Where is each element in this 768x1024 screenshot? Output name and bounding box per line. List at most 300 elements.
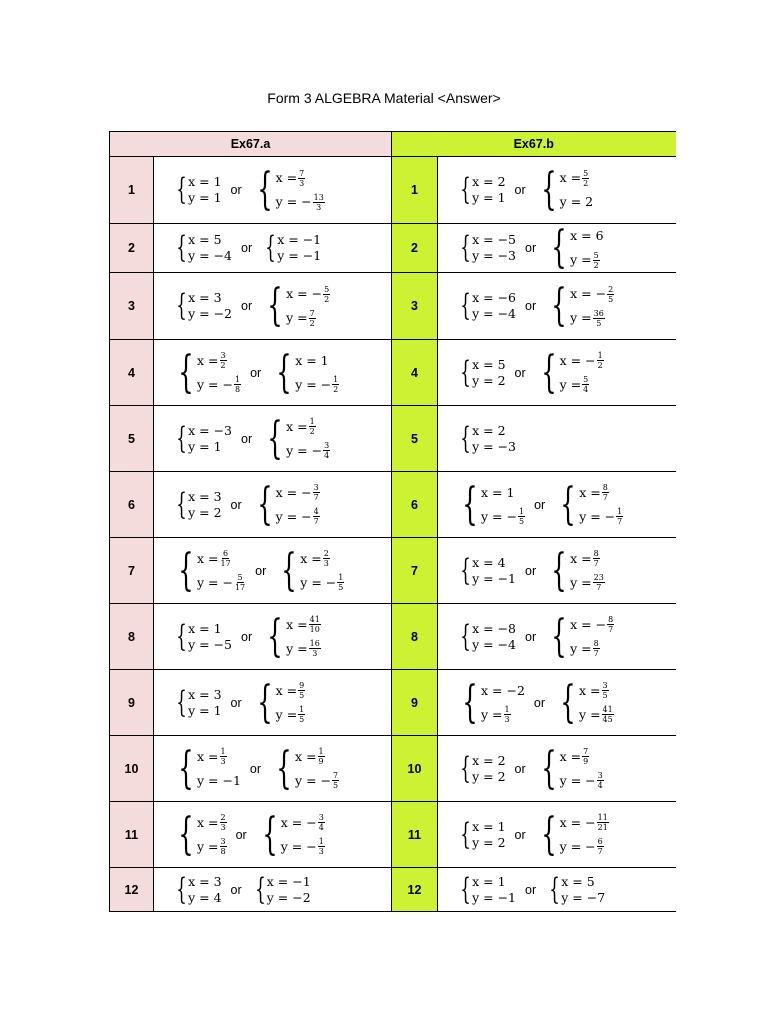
- equation-system: [270, 346, 339, 398]
- fraction: [597, 813, 609, 832]
- answer: [438, 478, 676, 530]
- fraction: [593, 549, 600, 568]
- numerator: 36: [593, 308, 604, 318]
- equation-text: x = −1: [266, 873, 311, 889]
- equation: [472, 357, 505, 373]
- equation: [188, 687, 221, 703]
- equation-system: [456, 618, 517, 654]
- left-brace: {: [551, 544, 567, 596]
- equation-system: [535, 808, 609, 860]
- equation: [579, 703, 614, 727]
- equation-text: y = −3: [472, 248, 517, 263]
- left-brace: {: [176, 486, 187, 522]
- equation: [570, 306, 614, 330]
- answer-cell-b: [438, 604, 676, 670]
- equation: [570, 613, 614, 637]
- equation: [570, 224, 603, 248]
- denominator: 3: [318, 847, 324, 856]
- numerator: 1: [333, 375, 339, 384]
- numerator: 5: [583, 375, 589, 384]
- equation: [286, 282, 330, 306]
- answer: [154, 808, 391, 860]
- equations: [295, 349, 339, 397]
- denominator: 2: [597, 361, 603, 370]
- equation-text: x = −: [280, 814, 317, 830]
- equation: [481, 679, 525, 703]
- equation: [276, 703, 306, 727]
- equation-system: [456, 478, 525, 530]
- numerator: 5: [237, 573, 243, 582]
- left-brace: {: [176, 420, 187, 456]
- equation-text: x = 2: [472, 174, 506, 189]
- equation-system: [275, 544, 344, 596]
- equation-text: y =: [481, 706, 503, 722]
- or-connector: or: [241, 241, 253, 255]
- numerator: 1: [309, 417, 315, 426]
- equation-system: [261, 282, 330, 330]
- equation: [560, 190, 593, 214]
- left-brace: {: [549, 871, 560, 907]
- equation: [188, 621, 232, 637]
- equation: [560, 745, 604, 769]
- row-number-a: 6: [110, 472, 154, 538]
- answer: [154, 742, 391, 794]
- left-brace: {: [460, 354, 471, 390]
- denominator: 7: [593, 649, 599, 658]
- equation-text: x = −: [570, 286, 607, 301]
- fraction: [323, 549, 330, 568]
- answer-cell-b: [438, 157, 676, 224]
- left-brace: {: [176, 288, 187, 323]
- equation: [300, 571, 344, 595]
- fraction: [220, 351, 227, 370]
- numerator: 2: [220, 813, 226, 822]
- left-brace: {: [176, 684, 187, 720]
- fraction: [602, 705, 614, 724]
- left-brace: {: [267, 412, 283, 464]
- equation: [188, 874, 221, 890]
- left-brace: {: [176, 871, 187, 907]
- equation-text: x = 3: [188, 488, 222, 504]
- or-connector: or: [255, 563, 267, 578]
- equations: [481, 481, 525, 529]
- answer: [154, 871, 391, 907]
- equation: [472, 306, 516, 322]
- denominator: 5: [333, 781, 339, 790]
- equation: [570, 282, 614, 306]
- equations: [472, 290, 516, 322]
- answer: [438, 871, 676, 907]
- numerator: 7: [299, 168, 305, 178]
- equation-text: x = 5: [472, 356, 506, 372]
- header-ex67b: Ex67.b: [392, 132, 676, 157]
- fraction: [593, 639, 600, 658]
- numerator: 3: [597, 771, 603, 780]
- denominator: 2: [333, 385, 339, 394]
- numerator: 8: [608, 615, 614, 624]
- row-number-b: 5: [392, 406, 438, 472]
- left-brace: {: [176, 618, 187, 654]
- fraction: [313, 483, 320, 502]
- left-brace: {: [540, 346, 557, 398]
- equation: [188, 703, 221, 719]
- equation-text: x =: [579, 682, 601, 698]
- equation: [560, 166, 593, 190]
- equations: [560, 349, 604, 397]
- denominator: 3: [220, 757, 226, 766]
- answer: [438, 224, 676, 272]
- left-brace: {: [176, 172, 187, 207]
- equation-system: [456, 816, 506, 852]
- answer-cell-b: [438, 802, 676, 868]
- table-row: [110, 340, 676, 406]
- denominator: 2: [309, 318, 315, 328]
- fraction: [318, 747, 325, 766]
- equation-text: y = 2: [559, 194, 594, 209]
- fraction: [309, 615, 321, 634]
- fraction: [582, 747, 589, 766]
- equation-system: [456, 676, 525, 728]
- fraction: [313, 193, 325, 212]
- row-number-a: 10: [110, 736, 154, 802]
- answer: [154, 282, 391, 330]
- equation-system: [172, 544, 246, 596]
- equation-text: y = 1: [188, 190, 222, 205]
- numerator: 3: [318, 813, 324, 822]
- answer-cell-b: [438, 406, 676, 472]
- equation: [197, 349, 241, 373]
- left-brace: {: [460, 230, 471, 265]
- left-brace: {: [560, 676, 576, 728]
- equation: [295, 349, 339, 373]
- equation-text: x = 4: [472, 554, 506, 570]
- answer-cell-a: [154, 472, 392, 538]
- equation-text: y = −: [481, 508, 517, 524]
- equations: [570, 547, 605, 595]
- equation-text: y = −1: [277, 248, 322, 263]
- equations: [197, 745, 241, 793]
- equation-system: [172, 684, 222, 720]
- equations: [295, 745, 339, 793]
- equation-text: y =: [286, 310, 308, 325]
- equation-text: x = 1: [295, 352, 329, 368]
- equation: [281, 835, 325, 859]
- left-brace: {: [462, 478, 478, 530]
- left-brace: {: [460, 172, 471, 207]
- numerator: 5: [324, 284, 330, 294]
- answer: [438, 282, 676, 330]
- equation-text: x = −: [559, 814, 596, 830]
- equation-system: [261, 412, 330, 464]
- equation-text: x = −2: [481, 682, 525, 698]
- equation: [267, 890, 311, 906]
- numerator: 5: [593, 250, 599, 260]
- row-number-a: 9: [110, 670, 154, 736]
- header-ex67a: Ex67.a: [110, 132, 392, 157]
- denominator: 45: [602, 715, 613, 724]
- denominator: 9: [583, 757, 589, 766]
- equation-system: [172, 618, 233, 654]
- equation: [579, 505, 623, 529]
- equation-text: x =: [286, 418, 308, 434]
- equation-text: y =: [570, 252, 592, 267]
- equation-text: y =: [570, 310, 592, 325]
- or-connector: or: [514, 365, 526, 380]
- answer: [154, 544, 391, 596]
- equations: [276, 166, 325, 214]
- equations: [188, 423, 232, 455]
- left-brace: {: [540, 164, 557, 215]
- or-connector: or: [525, 241, 537, 255]
- equations: [579, 481, 623, 529]
- equation-system: [251, 478, 320, 530]
- row-number-b: 2: [392, 224, 438, 273]
- denominator: 7: [593, 559, 599, 568]
- equation-text: x =: [559, 170, 582, 185]
- fraction: [323, 285, 330, 304]
- equations: [188, 687, 221, 719]
- equation: [197, 745, 241, 769]
- answer-cell-a: [154, 736, 392, 802]
- equation-system: [456, 174, 506, 206]
- numerator: 7: [333, 771, 339, 780]
- left-brace: {: [276, 346, 292, 398]
- fraction: [597, 351, 604, 370]
- left-brace: {: [178, 808, 194, 860]
- equation: [472, 571, 516, 587]
- equation-text: x = 3: [188, 873, 222, 889]
- equation-text: y = −4: [472, 306, 517, 321]
- equation-system: [172, 808, 227, 860]
- or-connector: or: [241, 431, 253, 446]
- fraction: [593, 309, 605, 328]
- denominator: 9: [318, 757, 324, 766]
- denominator: 2: [309, 427, 315, 436]
- equation-text: y = −7: [561, 889, 606, 905]
- equation-text: y = −: [295, 376, 332, 392]
- equation-system: [172, 420, 232, 456]
- equation: [286, 439, 330, 463]
- denominator: 5: [602, 691, 608, 700]
- row-number-a: 12: [110, 868, 154, 912]
- answer-cell-b: [438, 670, 676, 736]
- numerator: 41: [602, 705, 613, 714]
- equations: [570, 282, 614, 330]
- equation: [188, 232, 232, 248]
- left-brace: {: [265, 230, 276, 265]
- equation: [472, 555, 516, 571]
- answer: [154, 166, 391, 214]
- denominator: 17: [220, 559, 231, 568]
- answer: [154, 346, 391, 398]
- numerator: 1: [504, 705, 510, 714]
- denominator: 5: [338, 583, 344, 592]
- row-number-b: 7: [392, 538, 438, 604]
- answer-cell-a: [154, 670, 392, 736]
- equation: [197, 373, 241, 397]
- equation-text: y = −5: [188, 636, 233, 652]
- equation-system: [456, 232, 516, 264]
- equation-text: x = 6: [570, 228, 604, 243]
- equation-text: y = −: [295, 772, 332, 788]
- equation-system: [535, 166, 593, 214]
- table-row: [110, 273, 676, 340]
- answer-cell-b: [438, 472, 676, 538]
- equation-text: y =: [579, 706, 601, 722]
- numerator: 3: [313, 483, 319, 492]
- equation-system: [270, 742, 339, 794]
- equation-text: x =: [275, 682, 298, 698]
- equation: [300, 547, 344, 571]
- equation: [570, 547, 605, 571]
- numerator: 5: [583, 168, 589, 178]
- denominator: 7: [602, 493, 608, 502]
- equation-text: y = −1: [472, 889, 517, 905]
- equation: [472, 232, 516, 248]
- left-brace: {: [551, 222, 567, 273]
- equation-system: [545, 610, 614, 662]
- equation-system: [172, 871, 222, 907]
- or-connector: or: [230, 183, 242, 197]
- equations: [267, 874, 311, 906]
- answer: [154, 232, 391, 264]
- answer-cell-a: [154, 802, 392, 868]
- numerator: 4: [313, 507, 319, 516]
- equation: [295, 769, 339, 793]
- equations: [188, 232, 232, 264]
- numerator: 1: [338, 573, 344, 582]
- denominator: 3: [299, 178, 305, 188]
- equations: [276, 481, 320, 529]
- answer-cell-a: [154, 273, 392, 340]
- left-brace: {: [178, 346, 194, 398]
- equations: [472, 423, 516, 455]
- left-brace: {: [262, 808, 278, 860]
- numerator: 7: [583, 747, 589, 756]
- equation: [472, 373, 505, 389]
- equation: [188, 489, 221, 505]
- equation-system: [251, 871, 311, 907]
- equations: [472, 819, 505, 851]
- or-connector: or: [249, 761, 262, 776]
- equation: [277, 232, 321, 248]
- equation-text: x = 1: [188, 620, 222, 636]
- equation: [197, 769, 241, 793]
- equation-text: x = −6: [472, 290, 516, 305]
- denominator: 17: [234, 583, 246, 592]
- fraction: [318, 837, 325, 856]
- equation-system: [535, 742, 604, 794]
- numerator: 3: [220, 351, 226, 360]
- or-connector: or: [241, 299, 253, 313]
- left-brace: {: [460, 618, 471, 654]
- equation-text: y =: [570, 640, 592, 656]
- equations: [188, 621, 232, 653]
- table-row: [110, 224, 676, 273]
- equation: [197, 571, 246, 595]
- left-brace: {: [560, 478, 576, 530]
- page-title: Form 3 ALGEBRA Material <Answer>: [267, 90, 501, 106]
- equation: [472, 769, 505, 785]
- left-brace: {: [267, 610, 283, 662]
- equations: [300, 547, 344, 595]
- equations: [560, 166, 593, 214]
- equation: [472, 874, 516, 890]
- denominator: 3: [312, 649, 318, 658]
- denominator: 3: [504, 715, 510, 724]
- equation-system: [554, 676, 614, 728]
- fraction: [234, 573, 246, 592]
- equation: [188, 890, 221, 906]
- denominator: 8: [220, 847, 226, 856]
- denominator: 4: [597, 781, 603, 790]
- equation: [472, 819, 505, 835]
- answer-cell-b: [438, 868, 676, 912]
- answer: [438, 808, 676, 860]
- or-connector: or: [525, 882, 537, 897]
- equation-system: [172, 486, 222, 522]
- denominator: 5: [518, 517, 525, 526]
- left-brace: {: [256, 478, 273, 530]
- equation: [472, 248, 516, 264]
- equations: [197, 349, 241, 397]
- answer: [154, 610, 391, 662]
- equation: [472, 174, 505, 190]
- numerator: 16: [309, 639, 320, 648]
- equation-system: [251, 676, 306, 728]
- equation: [277, 248, 321, 264]
- equation: [276, 481, 320, 505]
- equation: [570, 637, 614, 661]
- equation: [472, 637, 516, 653]
- denominator: 2: [324, 294, 330, 304]
- equation-text: x = −: [286, 286, 323, 301]
- equations: [481, 679, 525, 727]
- numerator: 1: [597, 351, 603, 360]
- equation-text: x =: [570, 550, 592, 566]
- equation: [472, 753, 505, 769]
- equations: [472, 555, 516, 587]
- or-connector: or: [230, 497, 242, 512]
- numerator: 1: [518, 507, 525, 516]
- equation-system: [456, 420, 517, 456]
- equation-system: [256, 808, 325, 860]
- equation: [560, 349, 604, 373]
- answer: [154, 676, 391, 728]
- equation-text: x = −1: [277, 232, 322, 247]
- numerator: 8: [593, 549, 599, 558]
- numerator: 6: [223, 549, 229, 558]
- left-brace: {: [551, 280, 567, 331]
- equation-system: [456, 871, 517, 907]
- equation: [188, 439, 232, 455]
- equations: [579, 679, 614, 727]
- equations: [472, 753, 505, 785]
- equation-text: y = −: [286, 442, 323, 458]
- row-number-a: 4: [110, 340, 154, 406]
- equation: [472, 190, 505, 206]
- equation-text: y = 1: [472, 190, 506, 205]
- or-connector: or: [235, 827, 247, 842]
- table-row: [110, 670, 676, 736]
- equations: [286, 415, 330, 463]
- equation-text: y = 1: [188, 702, 222, 718]
- equations: [188, 290, 232, 322]
- equation-system: [545, 282, 614, 330]
- equations: [560, 811, 609, 859]
- equation-system: [261, 610, 321, 662]
- fraction: [298, 705, 305, 724]
